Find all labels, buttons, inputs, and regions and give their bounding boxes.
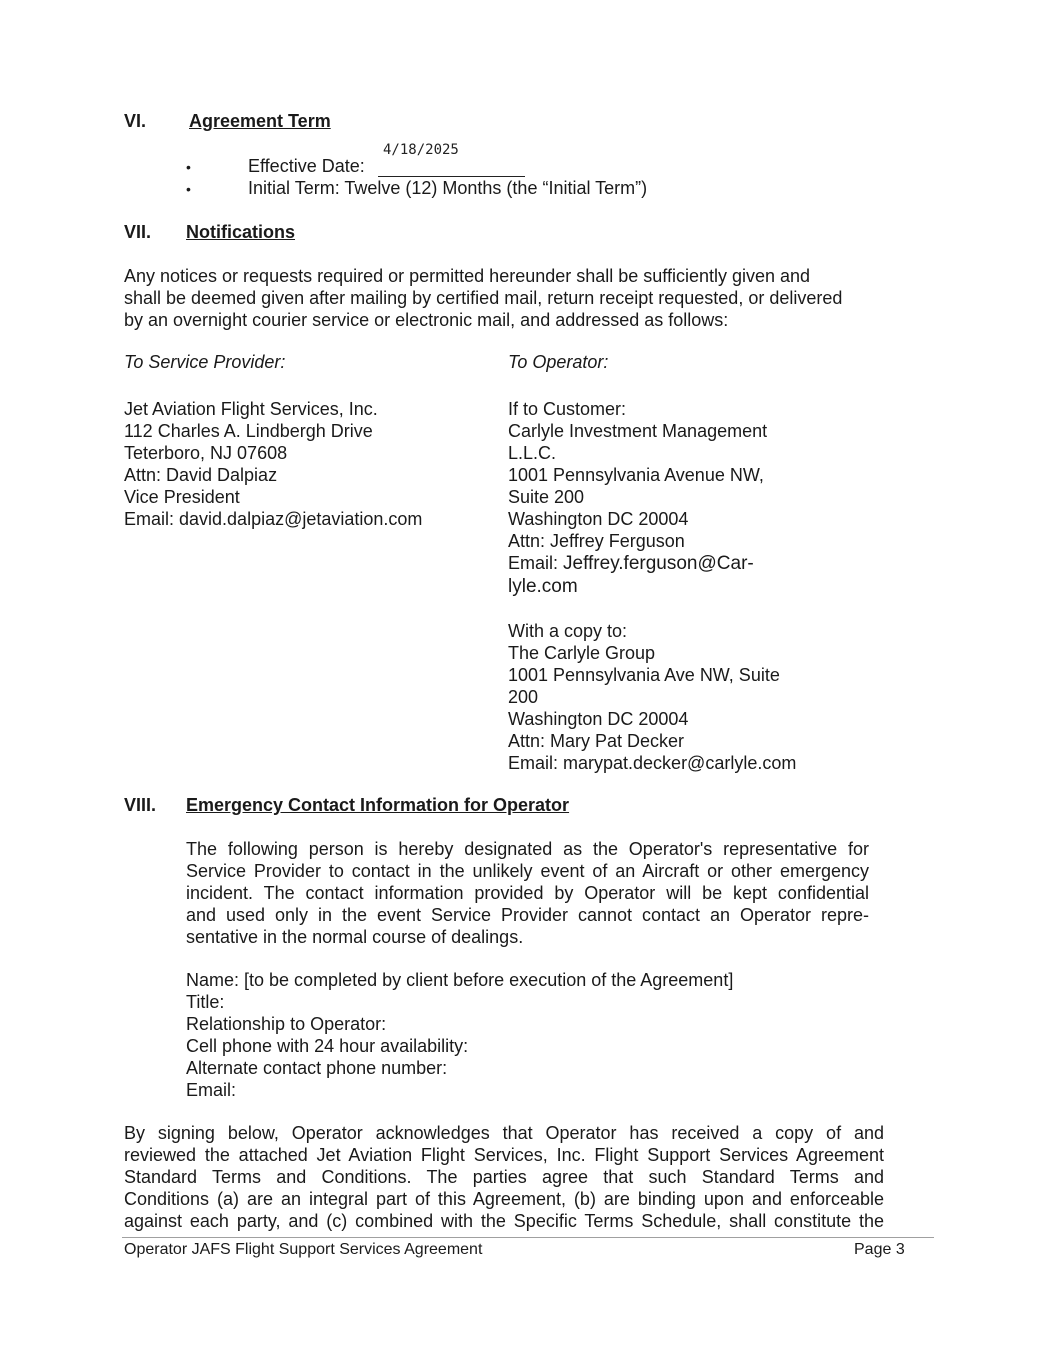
address-line: 200: [508, 687, 539, 707]
address-line: Email: david.dalpiaz@jetaviation.com: [124, 509, 423, 529]
bullet-icon: •: [186, 159, 191, 175]
field-relationship: Relationship to Operator:: [186, 1014, 387, 1034]
section-vi-number: VI.: [124, 111, 147, 131]
address-line: The Carlyle Group: [508, 643, 656, 663]
address-line: Teterboro, NJ 07608: [124, 443, 288, 463]
address-line: Washington DC 20004: [508, 709, 689, 729]
text-line: by an overnight courier service or electronic mail, and addressed as follows:: [124, 310, 729, 330]
text-line: By signing below, Operator acknowledges that Operator has received a copy of and: [124, 1123, 884, 1143]
footer-page-number: Page 3: [854, 1241, 905, 1258]
closing-paragraph: [124, 1122, 884, 1232]
initial-term-text: Initial Term: Twelve (12) Months (the “Initial Term”): [248, 178, 648, 198]
text-line: Conditions (a) are an integral part of this Agreement, (b) are binding upon and enforceable: [124, 1189, 884, 1209]
text-line: Any notices or requests required or permitted hereunder shall be sufficiently given and: [124, 266, 811, 286]
text-line: shall be deemed given after mailing by certified mail, return receipt requested, or delivered: [124, 288, 843, 308]
emergency-contact-paragraph: [186, 838, 869, 948]
text-line: Standard Terms and Conditions. The parties agree that such Standard Terms and: [124, 1167, 884, 1187]
email-prefix: Email:: [508, 553, 564, 573]
address-line: 112 Charles A. Lindbergh Drive: [124, 421, 373, 441]
field-name: Name: [to be completed by client before execution of the Agreement]: [186, 970, 734, 990]
address-line: Washington DC 20004: [508, 509, 689, 529]
text-line: against each party, and (c) combined with the Specific Terms Schedule, shall constitute the: [124, 1211, 884, 1231]
address-line: With a copy to:: [508, 621, 628, 641]
emergency-contact-fields: [186, 969, 733, 1101]
text-line: and used only in the event Service Provider cannot contact an Operator repre-: [186, 905, 869, 925]
section-vii-title: Notifications: [186, 222, 296, 242]
text-line: reviewed the attached Jet Aviation Flight Services, Inc. Flight Support Services Agreement: [124, 1145, 884, 1165]
address-line: Attn: David Dalpiaz: [124, 465, 278, 485]
address-line: 1001 Pennsylvania Avenue NW,: [508, 465, 764, 485]
operator-copy-address: [508, 620, 796, 774]
address-line: If to Customer:: [508, 399, 627, 419]
effective-date-handwritten: 4/18/2025: [383, 142, 459, 158]
text-line: Service Provider to contact in the unlikely event of an Aircraft or other emergency: [186, 861, 869, 881]
footer-title: Operator JAFS Flight Support Services Agreement: [124, 1241, 483, 1258]
address-line: 1001 Pennsylvania Ave NW, Suite: [508, 665, 780, 685]
section-vii-number: VII.: [124, 222, 152, 242]
address-line: Email: marypat.decker@carlyle.com: [508, 753, 797, 773]
text-line: sentative in the normal course of dealings.: [186, 927, 524, 947]
operator-email-address-part2: lyle.com: [508, 576, 578, 597]
operator-address: [508, 398, 767, 552]
footer-divider: [122, 1237, 934, 1238]
field-cell-phone: Cell phone with 24 hour availability:: [186, 1036, 469, 1056]
address-line: Attn: Mary Pat Decker: [508, 731, 685, 751]
section-viii-number: VIII.: [124, 795, 157, 815]
operator-email-address-part1: Jeffrey.ferguson@Car-: [563, 553, 754, 574]
address-line: Vice President: [124, 487, 240, 507]
effective-date-blank-line: [378, 176, 525, 177]
section-vi-title: Agreement Term: [189, 111, 331, 131]
bullet-icon: •: [186, 181, 191, 197]
notifications-intro: [124, 265, 842, 331]
text-line: The following person is hereby designated as the Operator's representative for: [186, 839, 869, 859]
field-alternate-phone: Alternate contact phone number:: [186, 1058, 448, 1078]
operator-heading: To Operator:: [508, 352, 609, 372]
field-title: Title:: [186, 992, 225, 1012]
address-line: Attn: Jeffrey Ferguson: [508, 531, 685, 551]
address-line: Carlyle Investment Management: [508, 421, 768, 441]
field-email: Email:: [186, 1080, 237, 1100]
address-line: L.L.C.: [508, 443, 557, 463]
text-line: incident. The contact information provided by Operator will be kept confidential: [186, 883, 869, 903]
service-provider-address: [124, 398, 422, 530]
section-viii-title: Emergency Contact Information for Operator: [186, 795, 570, 815]
effective-date-label: Effective Date:: [248, 156, 365, 176]
service-provider-heading: To Service Provider:: [124, 352, 286, 372]
operator-email: [508, 551, 754, 576]
address-line: Jet Aviation Flight Services, Inc.: [124, 399, 378, 419]
address-line: Suite 200: [508, 487, 585, 507]
